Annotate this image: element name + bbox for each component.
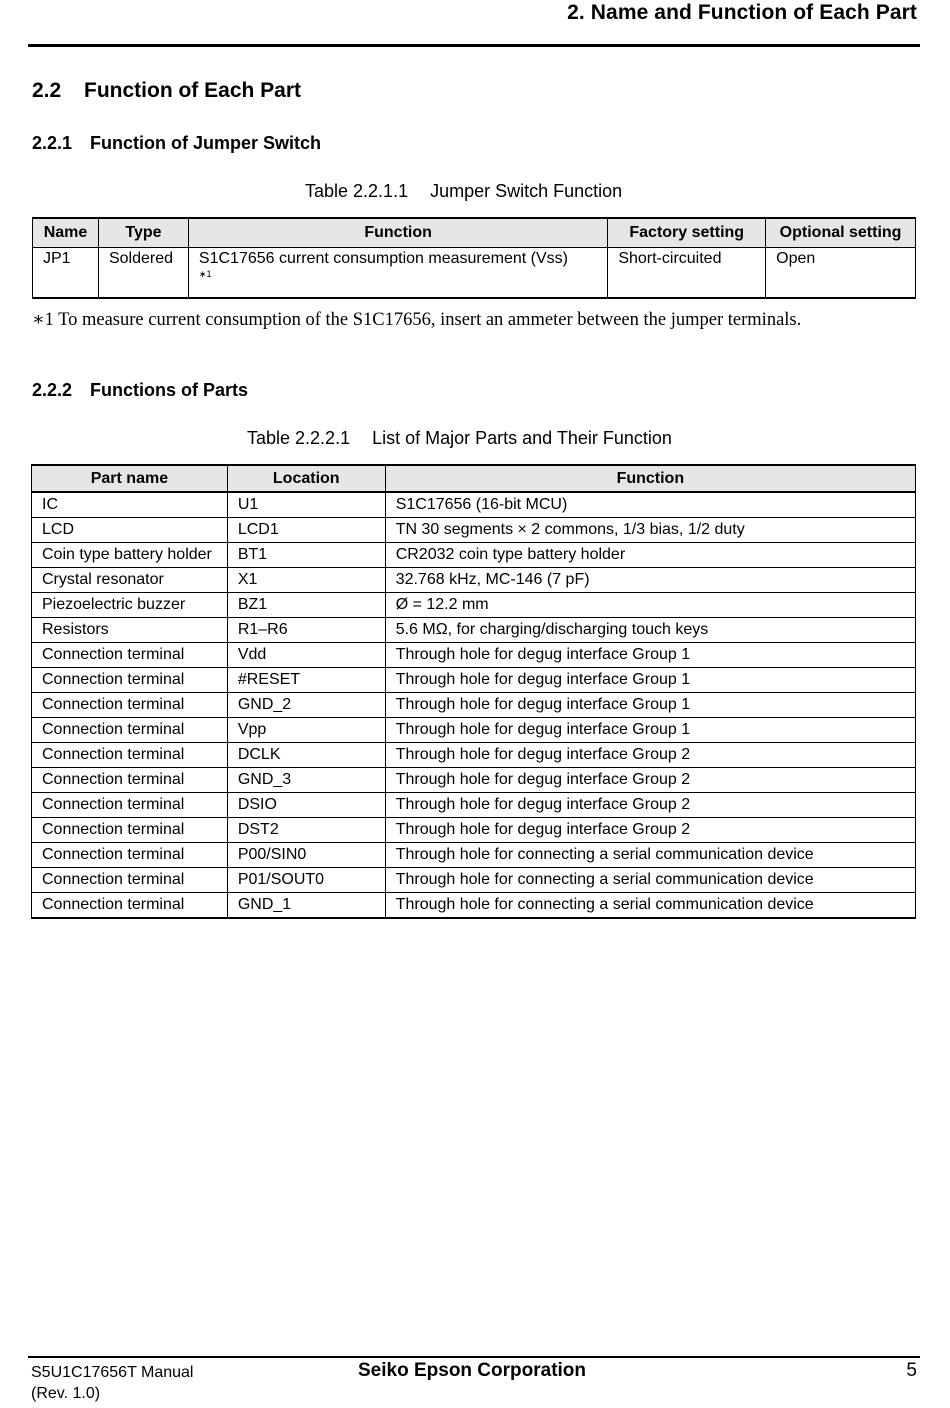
table-row	[32, 518, 916, 543]
table-row	[32, 768, 916, 793]
part-function: CR2032 coin type battery holder	[385, 543, 915, 568]
table-row	[32, 893, 916, 919]
caption-number: Table 2.2.1.1	[305, 181, 409, 201]
subsection-title: Function of Jumper Switch	[90, 133, 322, 153]
part-function: 32.768 kHz, MC-146 (7 pF)	[385, 568, 915, 593]
subsection-title: Functions of Parts	[90, 380, 249, 400]
column-header: Type	[98, 218, 188, 248]
footer-divider	[28, 1356, 920, 1358]
part-name: Connection terminal	[32, 793, 228, 818]
part-function: Through hole for degug interface Group 2	[385, 818, 915, 843]
part-location: GND_3	[227, 768, 385, 793]
manual-name: S5U1C17656T Manual	[31, 1364, 194, 1381]
header-divider	[28, 44, 920, 47]
part-location: P01/SOUT0	[227, 868, 385, 893]
part-location: U1	[227, 492, 385, 518]
table-row	[32, 668, 916, 693]
parts-table-body	[32, 492, 916, 918]
table-row	[32, 793, 916, 818]
footer-manual-info	[31, 1362, 193, 1404]
part-name: IC	[32, 492, 228, 518]
table-row	[32, 593, 916, 618]
part-function: Through hole for degug interface Group 2	[385, 743, 915, 768]
part-function: Through hole for degug interface Group 2	[385, 768, 915, 793]
footnote-text: ∗1 To measure current consumption of the S1C17656, insert an ammeter between the jumper terminals.	[32, 310, 802, 330]
jumper-optional-setting: Open	[766, 248, 916, 299]
part-function: Through hole for degug interface Group 1	[385, 718, 915, 743]
part-location: P00/SIN0	[227, 843, 385, 868]
part-name: Resistors	[32, 618, 228, 643]
subsection-number: 2.2.1	[32, 133, 73, 153]
part-function: Through hole for connecting a serial communication device	[385, 843, 915, 868]
section-number: 2.2	[32, 79, 62, 102]
part-name: Connection terminal	[32, 818, 228, 843]
column-header: Function	[385, 465, 915, 492]
part-location: BZ1	[227, 593, 385, 618]
part-name: Crystal resonator	[32, 568, 228, 593]
part-name: Connection terminal	[32, 768, 228, 793]
part-location: Vdd	[227, 643, 385, 668]
table-row	[32, 618, 916, 643]
part-location: BT1	[227, 543, 385, 568]
column-header: Part name	[32, 465, 228, 492]
part-location: DCLK	[227, 743, 385, 768]
jumper-factory-setting: Short-circuited	[608, 248, 766, 299]
part-function: Through hole for connecting a serial communication device	[385, 868, 915, 893]
subsection-heading-jumper	[32, 133, 321, 154]
subsection-number: 2.2.2	[32, 380, 73, 400]
table-row	[32, 818, 916, 843]
part-location: R1–R6	[227, 618, 385, 643]
table-row	[32, 643, 916, 668]
part-location: DST2	[227, 818, 385, 843]
table-row	[32, 543, 916, 568]
part-name: Connection terminal	[32, 868, 228, 893]
part-name: Connection terminal	[32, 843, 228, 868]
manual-revision: (Rev. 1.0)	[31, 1385, 101, 1402]
footnote-reference: ∗1	[198, 269, 212, 279]
part-name: Connection terminal	[32, 693, 228, 718]
part-name: LCD	[32, 518, 228, 543]
part-name: Connection terminal	[32, 668, 228, 693]
table-caption-parts	[247, 428, 672, 449]
section-heading	[32, 79, 301, 103]
table-row	[32, 568, 916, 593]
column-header: Factory setting	[608, 218, 766, 248]
page-number: 5	[906, 1360, 917, 1381]
part-name: Coin type battery holder	[32, 543, 228, 568]
caption-title: List of Major Parts and Their Function	[372, 428, 672, 448]
table-row	[32, 718, 916, 743]
part-function: Through hole for degug interface Group 2	[385, 793, 915, 818]
part-function: Through hole for degug interface Group 1	[385, 643, 915, 668]
part-function: Through hole for degug interface Group 1	[385, 693, 915, 718]
chapter-title: 2. Name and Function of Each Part	[567, 1, 917, 24]
part-name: Piezoelectric buzzer	[32, 593, 228, 618]
caption-number: Table 2.2.2.1	[247, 428, 351, 448]
jumper-function: S1C17656 current consumption measurement (Vss)	[198, 250, 568, 267]
section-title: Function of Each Part	[84, 79, 302, 102]
table-header-row	[32, 465, 916, 492]
part-function: 5.6 MΩ, for charging/discharging touch keys	[385, 618, 915, 643]
part-location: GND_2	[227, 693, 385, 718]
part-location: X1	[227, 568, 385, 593]
part-location: GND_1	[227, 893, 385, 919]
column-header: Function	[188, 218, 607, 248]
jumper-name: JP1	[33, 248, 99, 299]
table-caption-jumper	[305, 181, 622, 202]
part-location: DSIO	[227, 793, 385, 818]
part-function: Through hole for connecting a serial communication device	[385, 893, 915, 919]
column-header: Name	[33, 218, 99, 248]
part-function: Through hole for degug interface Group 1	[385, 668, 915, 693]
caption-title: Jumper Switch Function	[430, 181, 623, 201]
column-header: Location	[227, 465, 385, 492]
part-location: LCD1	[227, 518, 385, 543]
table-header-row	[33, 218, 916, 248]
table-row	[32, 693, 916, 718]
part-name: Connection terminal	[32, 718, 228, 743]
jumper-type: Soldered	[98, 248, 188, 299]
table-row	[33, 248, 916, 299]
table-row	[32, 868, 916, 893]
parts-table	[31, 464, 916, 919]
subsection-heading-parts	[32, 380, 248, 401]
company-name: Seiko Epson Corporation	[358, 1360, 587, 1381]
jumper-function-cell	[188, 248, 607, 299]
table-row	[32, 843, 916, 868]
table-row	[32, 492, 916, 518]
part-name: Connection terminal	[32, 893, 228, 919]
part-location: #RESET	[227, 668, 385, 693]
part-name: Connection terminal	[32, 643, 228, 668]
jumper-switch-table	[32, 217, 916, 299]
part-name: Connection terminal	[32, 743, 228, 768]
part-function: Ø = 12.2 mm	[385, 593, 915, 618]
part-location: Vpp	[227, 718, 385, 743]
table-row	[32, 743, 916, 768]
part-function: S1C17656 (16-bit MCU)	[385, 492, 915, 518]
column-header: Optional setting	[766, 218, 916, 248]
part-function: TN 30 segments × 2 commons, 1/3 bias, 1/2 duty	[385, 518, 915, 543]
